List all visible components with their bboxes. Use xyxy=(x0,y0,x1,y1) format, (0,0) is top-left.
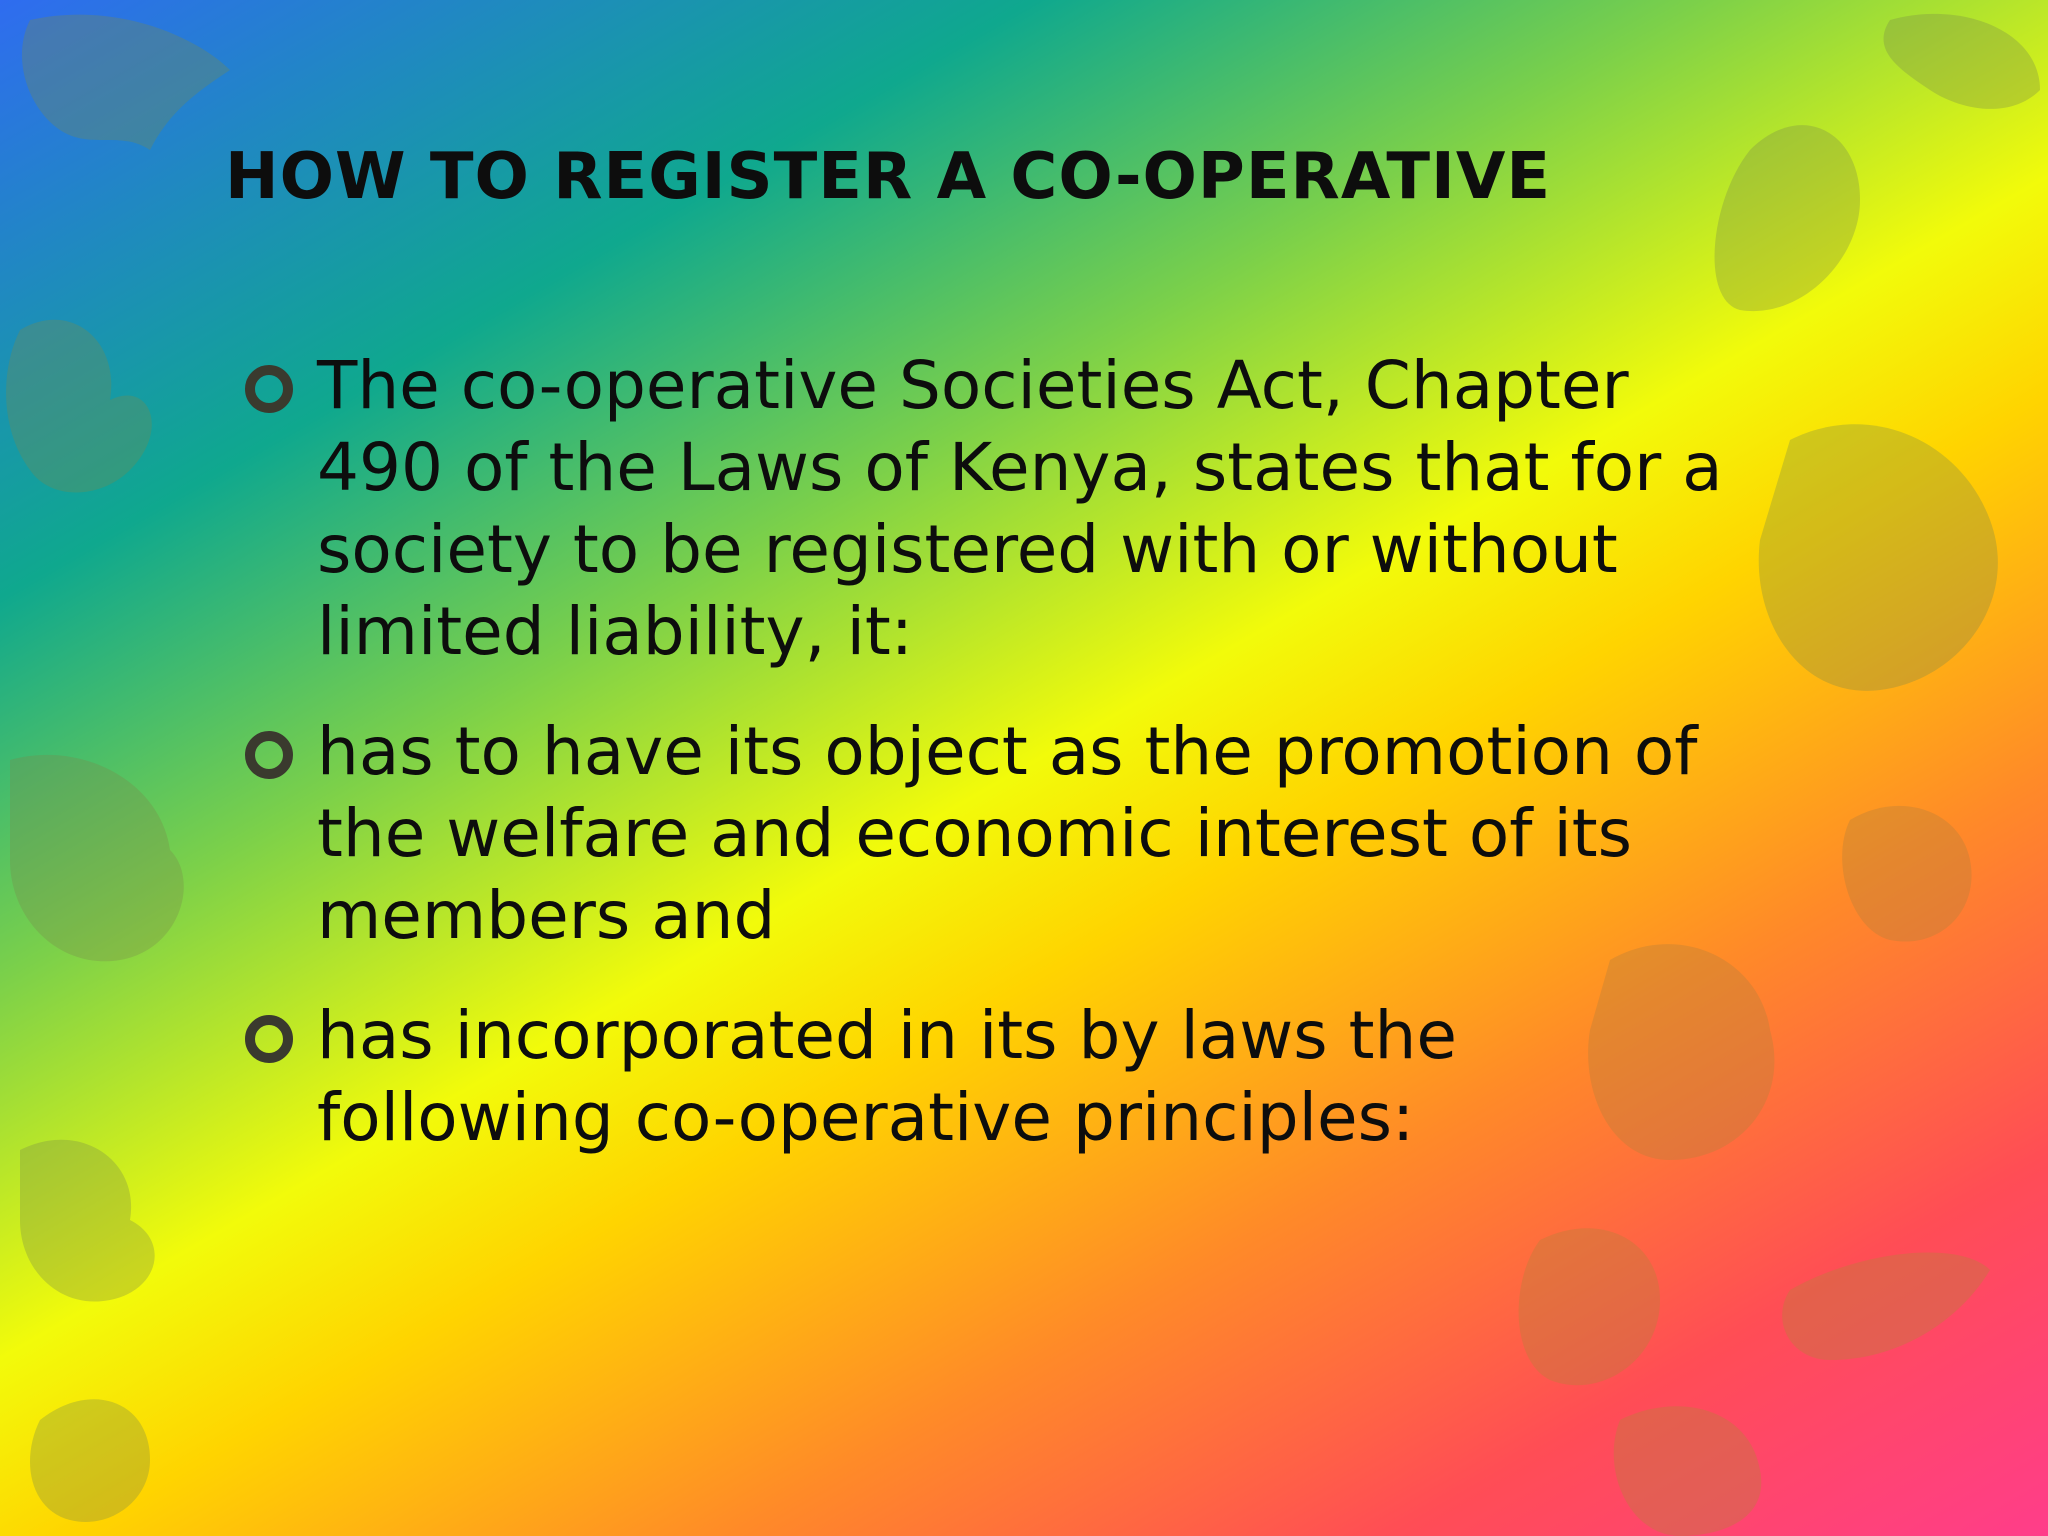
list-item xyxy=(245,345,1845,673)
hollow-circle-bullet-icon xyxy=(245,365,293,413)
bullet-line: society to be registered with or without xyxy=(317,511,1618,588)
leaf-icon xyxy=(1715,125,1860,311)
list-item xyxy=(245,711,1845,957)
bullet-line: members and xyxy=(317,877,776,954)
bullet-line: limited liability, it: xyxy=(317,593,914,670)
bullet-line: has incorporated in its by laws the xyxy=(317,997,1457,1074)
bullet-list xyxy=(245,345,1845,1197)
bullet-line: following co-operative principles: xyxy=(317,1079,1415,1156)
leaf-icon xyxy=(30,1399,150,1522)
bullet-line: 490 of the Laws of Kenya, states that for a xyxy=(317,429,1723,506)
leaf-icon xyxy=(6,320,152,493)
bullet-line: has to have its object as the promotion of xyxy=(317,713,1698,790)
leaf-icon xyxy=(1782,1253,1990,1360)
bullet-line: the welfare and economic interest of its xyxy=(317,795,1633,872)
list-item xyxy=(245,995,1845,1159)
leaf-icon xyxy=(20,1140,155,1302)
hollow-circle-bullet-icon xyxy=(245,1015,293,1063)
leaf-icon xyxy=(1884,14,2040,109)
hollow-circle-bullet-icon xyxy=(245,731,293,779)
leaf-icon xyxy=(22,15,230,150)
leaf-icon xyxy=(1519,1228,1660,1385)
leaf-icon xyxy=(1614,1406,1762,1536)
page-title: HOW TO REGISTER A CO-OPERATIVE xyxy=(225,140,1552,214)
leaf-icon xyxy=(10,755,184,961)
leaf-icon xyxy=(1842,806,1971,942)
bullet-line: The co-operative Societies Act, Chapter xyxy=(317,347,1629,424)
